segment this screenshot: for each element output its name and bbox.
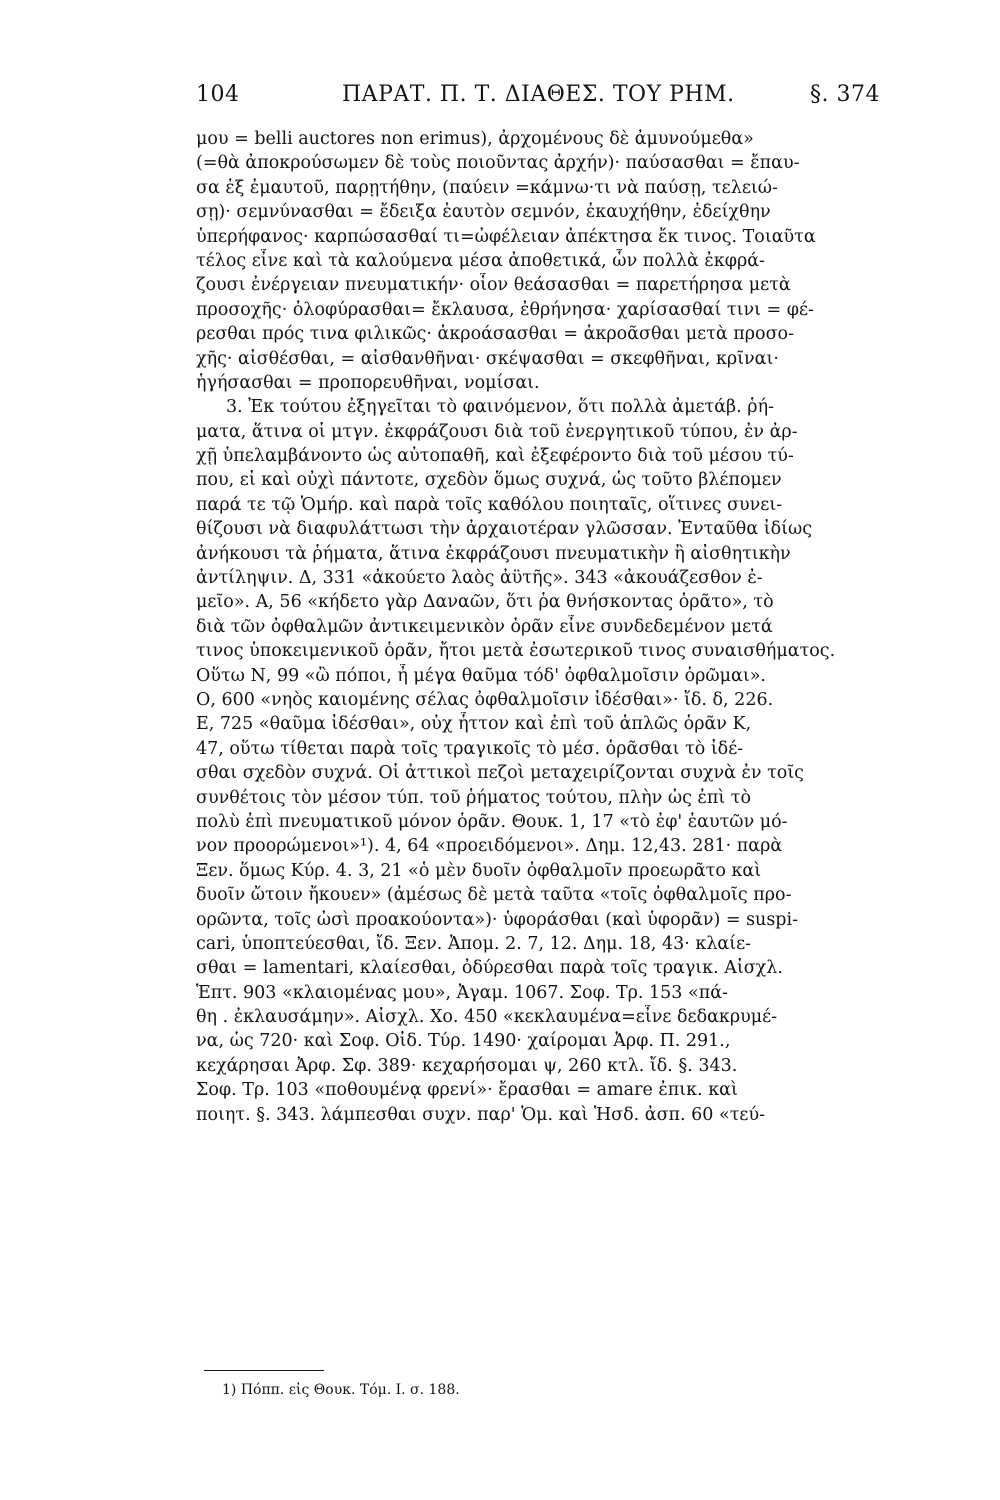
text-line: τινος ὑποκειμενικοῦ ὁρᾶν, ἤτοι μετὰ ἐσωτερικοῦ τινος συναισθήματος.	[196, 641, 836, 662]
text-line: ρεσθαι πρός τινα φιλικῶς· ἀκροάσασθαι = ἀκροᾶσθαι μετὰ προσο-	[196, 324, 794, 345]
text-line: 47, οὕτω τίθεται παρὰ τοῖς τραγικοῖς τὸ μέσ. ὁρᾶσθαι τὸ ἰδέ-	[196, 738, 744, 759]
text-line: ὑπερήφανος· καρπώσασθαί τι=ὠφέλειαν ἀπέκτησα ἔκ τινος. Τοιαῦτα	[196, 226, 816, 247]
text-line: παρά τε τῷ Ὁμήρ. καὶ παρὰ τοῖς καθόλου ποιηταῖς, οἵτινες συνει-	[196, 494, 783, 515]
text-line: συνθέτοις τὸν μέσον τύπ. τοῦ ῥήματος τούτου, πλὴν ὡς ἐπὶ τὸ	[196, 787, 752, 808]
text-line: μου = belli auctores non erimus), ἀρχομένους δὲ ἀμυνούμεθα»	[196, 129, 754, 149]
text-line: ματα, ἅτινα οἱ μτγν. ἐκφράζουσι διὰ τοῦ ἐνεργητικοῦ τύπου, ἐν ἀρ-	[196, 421, 798, 442]
text-line: χῆς· αἰσθέσθαι, = αἰσθανθῆναι· σκέψασθαι = σκεφθῆναι, κρῖναι·	[196, 348, 779, 369]
text-line: σα ἐξ ἐμαυτοῦ, παρῃτήθην, (παύειν =κάμνω·τι νὰ παύσῃ, τελειώ-	[196, 177, 778, 198]
text-line: ἀνήκουσι τὰ ῥήματα, ἅτινα ἐκφράζουσι πνευματικὴν ἢ αἰσθητικὴν	[196, 543, 791, 564]
page-number: 104	[196, 82, 240, 107]
text-line: πολὺ ἐπὶ πνευματικοῦ μόνον ὁρᾶν. Θουκ. 1, 17 «τὸ ἐφ' ἑαυτῶν μό-	[196, 811, 788, 832]
section-number: §. 374	[810, 82, 880, 107]
text-line: Ο, 600 «νηὸς καιομένης σέλας ὀφθαλμοῖσιν ἰδέσθαι»· ἴδ. δ, 226.	[196, 689, 774, 710]
text-line: Σοφ. Τρ. 103 «ποθουμένᾳ φρενί»· ἔρασθαι = amare ἐπικ. καὶ	[196, 1080, 738, 1101]
text-line: δυοῖν ὤτοιν ἤκουεν» (ἀμέσως δὲ μετὰ ταῦτα «τοῖς ὀφθαλμοῖς προ-	[196, 885, 792, 906]
text-line: μεῖο». Α, 56 «κήδετο γὰρ Δαναῶν, ὅτι ῥα θνήσκοντας ὁρᾶτο», τὸ	[196, 592, 774, 613]
text-line: Ξεν. ὅμως Κύρ. 4. 3, 21 «ὁ μὲν δυοῖν ὀφθαλμοῖν προεωρᾶτο καὶ	[196, 860, 762, 881]
text-line: ἡγήσασθαι = προπορευθῆναι, νομίσαι.	[196, 372, 540, 393]
text-line: σῃ)· σεμνύνασθαι = ἔδειξα ἑαυτὸν σεμνόν, ἐκαυχήθην, ἐδείχθην	[196, 202, 771, 223]
body-text	[196, 127, 880, 1127]
text-line: cari, ὑποπτεύεσθαι, ἴδ. Ξεν. Ἀπομ. 2. 7, 12. Δημ. 18, 43· κλαίε-	[196, 933, 752, 954]
text-line: (=θὰ ἀποκρούσωμεν δὲ τοὺς ποιοῦντας ἀρχήν)· παύσασθαι = ἔπαυ-	[196, 153, 800, 174]
text-line: που, εἰ καὶ οὐχὶ πάντοτε, σχεδὸν ὅμως συχνά, ὡς τοῦτο βλέπομεν	[196, 470, 782, 491]
paragraph-start-line: 3. Ἐκ τούτου ἐξηγεῖται τὸ φαινόμενον, ὅτι πολλὰ ἀμετάβ. ῥή-	[226, 397, 774, 418]
text-line: ορῶντα, τοῖς ὠσὶ προακούοντα»)· ὑφοράσθαι (καὶ ὑφορᾶν) = suspi-	[196, 909, 799, 930]
footnote-rule	[204, 1370, 324, 1371]
text-line: χῇ ὑπελαμβάνοντο ὡς αὐτοπαθῆ, καὶ ἐξεφέροντο διὰ τοῦ μέσου τύ-	[196, 446, 794, 467]
text-line: κεχάρησαι Ἀρφ. Σφ. 389· κεχαρήσομαι ψ, 260 κτλ. ἴδ. §. 343.	[196, 1055, 738, 1076]
footnote: 1) Πόππ. εἰς Θουκ. Τόμ. I. σ. 188.	[222, 1382, 460, 1398]
text-line: Ἑπτ. 903 «κλαιομένας μου», Ἀγαμ. 1067. Σοφ. Τρ. 153 «πά-	[196, 982, 728, 1003]
text-line: σθαι σχεδὸν συχνά. Οἱ ἀττικοὶ πεζοὶ μεταχειρίζονται συχνὰ ἐν τοῖς	[196, 763, 804, 784]
text-line: διὰ τῶν ὀφθαλμῶν ἀντικειμενικὸν ὁρᾶν εἶνε συνδεδεμένον μετά	[196, 616, 773, 637]
text-line: Ε, 725 «θαῦμα ἰδέσθαι», οὐχ ἧττον καὶ ἐπὶ τοῦ ἁπλῶς ὁρᾶν Κ,	[196, 714, 752, 735]
text-line: θίζουσι νὰ διαφυλάττωσι τὴν ἀρχαιοτέραν γλῶσσαν. Ἐνταῦθα ἰδίως	[196, 519, 813, 540]
text-line: ποιητ. §. 343. λάμπεσθαι συχν. παρ' Ὁμ. καὶ Ἡσδ. ἀσπ. 60 «τεύ-	[196, 1104, 766, 1125]
text-line: θη . ἐκλαυσάμην». Αἰσχλ. Χο. 450 «κεκλαυμένα=εἶνε δεδακρυμέ-	[196, 1007, 778, 1028]
text-line: τέλος εἶνε καὶ τὰ καλούμενα μέσα ἀποθετικά, ὧν πολλὰ ἐκφρά-	[196, 250, 765, 271]
text-line: ζουσι ἐνέργειαν πνευματικήν· οἷον θεάσασθαι = παρετήρησα μετὰ	[196, 275, 791, 296]
text-line: προσοχῆς· ὀλοφύρασθαι= ἔκλαυσα, ἐθρήνησα· χαρίσασθαί τινι = φέ-	[196, 299, 814, 320]
page-header	[196, 82, 880, 116]
text-line: να, ὡς 720· καὶ Σοφ. Οἰδ. Τύρ. 1490· χαίρομαι Ἀρφ. Π. 291.,	[196, 1031, 731, 1052]
text-line: ἀντίληψιν. Δ, 331 «ἀκούετο λαὸς ἀϋτῆς». 343 «ἀκουάζεσθον ἐ-	[196, 568, 763, 589]
text-line: σθαι = lamentari, κλαίεσθαι, ὀδύρεσθαι παρὰ τοῖς τραγικ. Αἰσχλ.	[196, 958, 783, 979]
text-line: νον προορώμενοι»¹). 4, 64 «προειδόμενοι». Δημ. 12,43. 281· παρὰ	[196, 836, 783, 857]
running-title: ΠΑΡΑΤ. Π. Τ. ΔΙΑΘΕΣ. ΤΟΥ ΡΗΜ.	[342, 82, 735, 107]
text-line: Οὕτω Ν, 99 «ὢ πόποι, ἦ μέγα θαῦμα τόδ' ὀφθαλμοῖσιν ὁρῶμαι».	[196, 665, 766, 686]
